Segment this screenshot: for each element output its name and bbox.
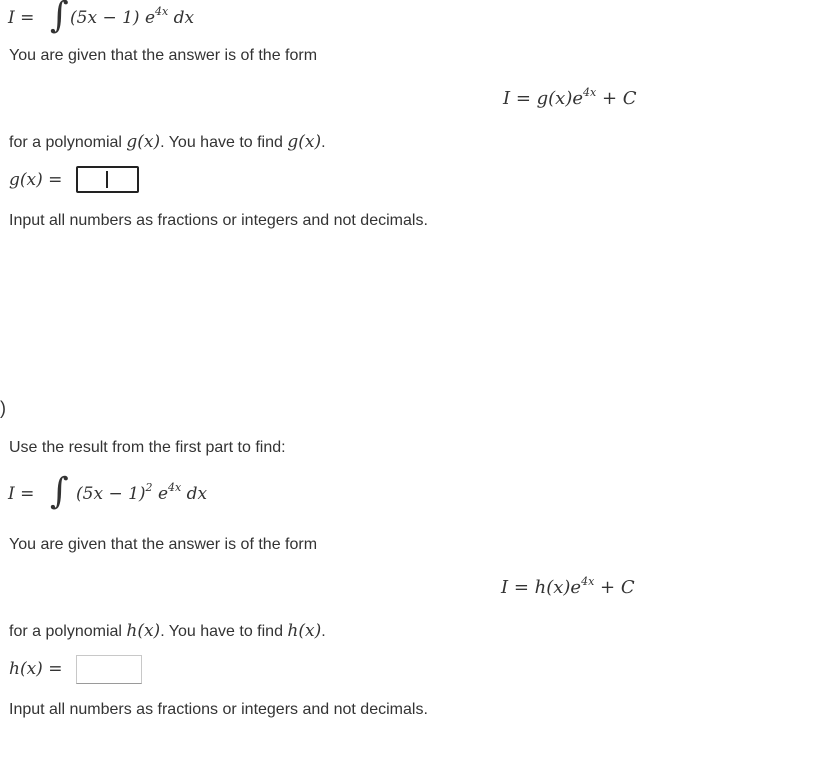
g-answer-input[interactable] (76, 166, 139, 193)
integral-sign-icon: ∫ (50, 0, 69, 36)
integrand (70, 5, 195, 28)
find-suffix: . (321, 134, 326, 151)
find-suffix: . (321, 623, 326, 640)
square-power: 2 (145, 481, 153, 494)
find-prefix: . You have to find (160, 134, 288, 151)
part1-note: Input all numbers as fractions or integers and not decimals. (9, 212, 428, 229)
part1-polynomial-sentence (9, 132, 326, 153)
exp-power: 4x (168, 481, 182, 494)
find-var: h(x) (287, 621, 322, 641)
part2-note: Input all numbers as fractions or integers and not decimals. (9, 701, 428, 718)
differential: dx (186, 484, 208, 504)
part2-marker (0, 397, 6, 419)
form-exp-power: 4x (583, 86, 597, 99)
marker-paren: ) (0, 398, 6, 418)
exp-power: 4x (155, 5, 169, 18)
integral-sign-icon: ∫ (50, 471, 69, 512)
part1-intro: You are given that the answer is of the form (9, 47, 318, 64)
part2-instruction: Use the result from the first part to find: (9, 439, 286, 456)
part2-answer-label: h(x) = (9, 659, 63, 679)
find-var: g(x) (287, 132, 322, 152)
form-tail: + C (600, 577, 635, 598)
part2-polynomial-sentence (9, 621, 326, 642)
integral-lhs: I = (8, 8, 35, 28)
integrand-factor: (5x − 1) (76, 484, 146, 504)
form-lhs: I = g(x)e (503, 88, 584, 109)
text-caret (106, 171, 108, 188)
part2-answer-form (501, 577, 635, 598)
poly-prefix: for a polynomial (9, 623, 127, 640)
part1-answer-form (503, 88, 637, 109)
h-answer-input[interactable] (76, 655, 142, 684)
form-exp-power: 4x (581, 575, 595, 588)
poly-prefix: for a polynomial (9, 134, 127, 151)
exp-base: e (157, 484, 169, 504)
find-prefix: . You have to find (160, 623, 288, 640)
part1-answer-label: g(x) = (9, 170, 63, 190)
exp-base: e (144, 8, 156, 28)
part2-intro: You are given that the answer is of the form (9, 536, 318, 553)
poly-var: h(x) (126, 621, 161, 641)
integrand-factor: (5x − 1) (70, 8, 140, 28)
integral-lhs: I = (8, 484, 35, 504)
form-tail: + C (601, 88, 637, 109)
integrand (76, 481, 208, 504)
part2-integral (8, 471, 248, 516)
part1-integral (8, 0, 228, 36)
differential: dx (173, 8, 195, 28)
poly-var: g(x) (126, 132, 161, 152)
form-lhs: I = h(x)e (501, 577, 582, 598)
